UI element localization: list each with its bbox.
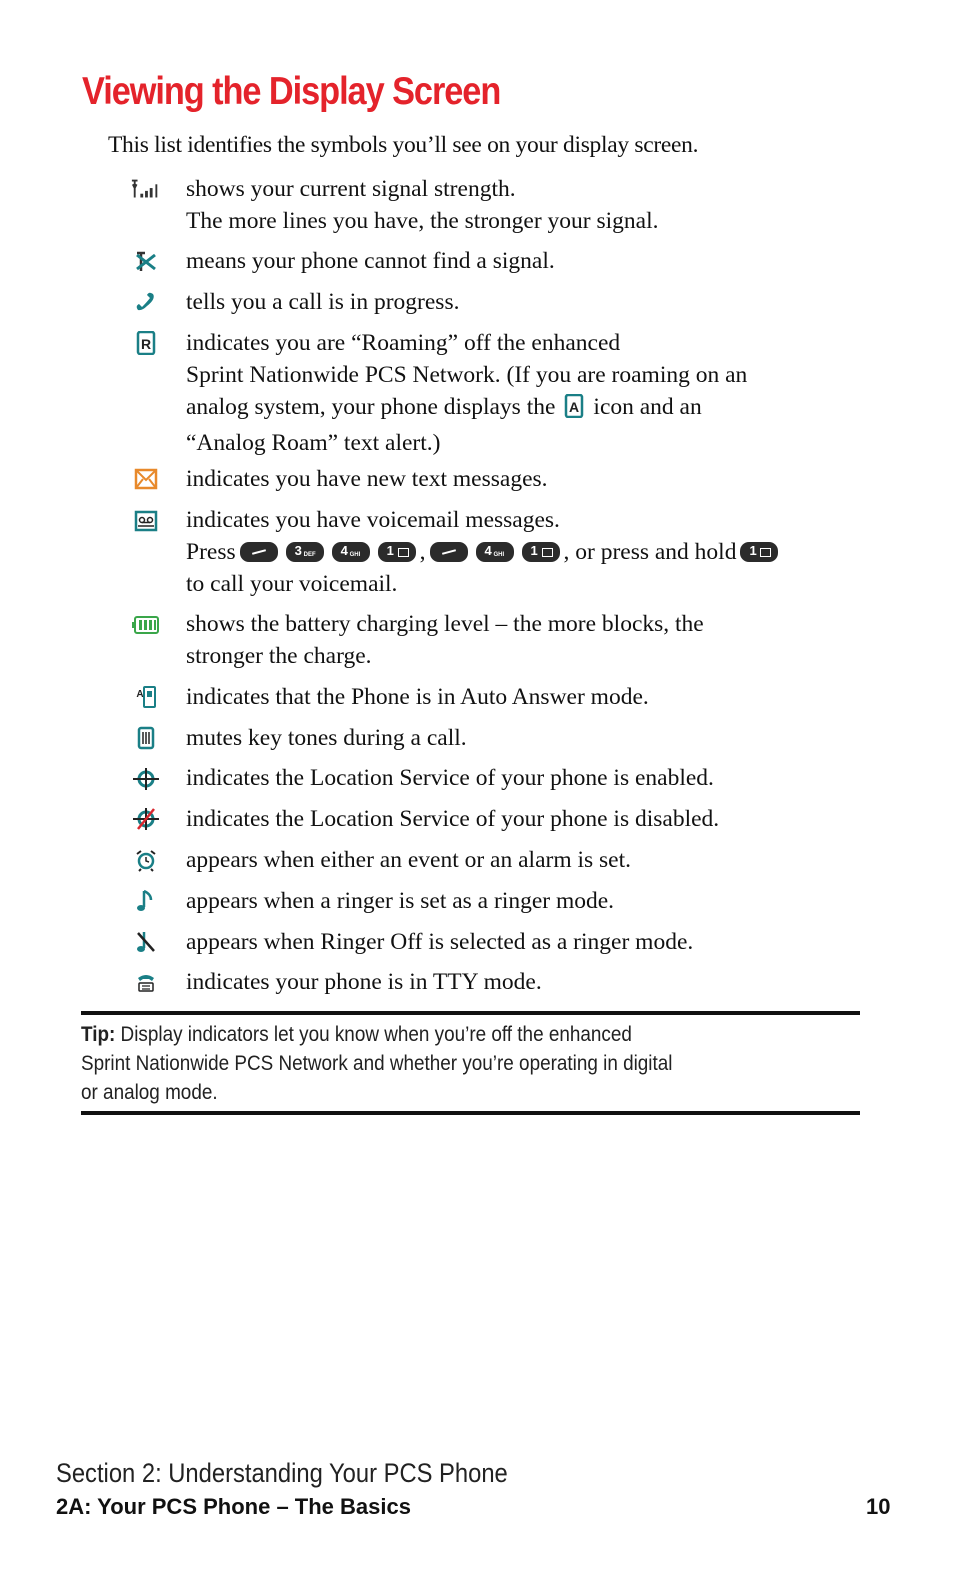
- voicemail-keys-line: [186, 536, 846, 568]
- menu-key-icon: [240, 542, 278, 562]
- roaming-icon: [130, 330, 162, 356]
- no-signal-icon: [130, 248, 162, 274]
- item-signal-strength: [186, 173, 846, 237]
- item-no-signal: [186, 245, 846, 277]
- footer-section-title: Section 2: Understanding Your PCS Phone: [56, 1458, 508, 1488]
- item-text: “Analog Roam” text alert.): [186, 430, 441, 456]
- page-title: Viewing the Display Screen: [82, 70, 501, 113]
- key-4-icon: 4 GHI: [332, 542, 370, 562]
- item-text: appears when either an event or an alarm is set.: [186, 847, 632, 873]
- alarm-icon: [130, 847, 162, 873]
- item-text: ,: [419, 539, 426, 565]
- menu-key-icon: [430, 542, 468, 562]
- svg-text:R: R: [140, 336, 152, 352]
- mute-key-tones-icon: [130, 725, 162, 751]
- tip-line: or analog mode.: [81, 1081, 218, 1104]
- key-1-icon: 1: [522, 542, 560, 562]
- item-voicemail: [186, 504, 846, 600]
- item-text: indicates you are “Roaming” off the enhanced: [186, 330, 621, 356]
- item-text: means your phone cannot find a signal.: [186, 248, 555, 274]
- svg-text:A: A: [136, 689, 144, 700]
- item-mute-key-tones: [186, 722, 846, 754]
- item-text: appears when Ringer Off is selected as a ringer mode.: [186, 929, 694, 955]
- item-text: analog system, your phone displays the: [186, 394, 556, 420]
- battery-icon: [130, 612, 162, 638]
- item-ringer: [186, 885, 846, 917]
- tip-box: [81, 1011, 860, 1115]
- item-text: shows your current signal strength.: [186, 176, 516, 202]
- location-off-icon: [130, 806, 162, 832]
- item-roaming: [186, 327, 846, 459]
- item-text: Sprint Nationwide PCS Network. (If you are roaming on an: [186, 362, 748, 388]
- key-1-icon: 1: [740, 542, 778, 562]
- item-text: indicates your phone is in TTY mode.: [186, 969, 542, 995]
- item-battery: [186, 608, 846, 672]
- text-message-icon: [130, 466, 162, 492]
- key-3-icon: 3 DEF: [286, 542, 324, 562]
- item-text: , or press and hold: [563, 539, 737, 565]
- key-4-icon: 4 GHI: [476, 542, 514, 562]
- ringer-off-icon: [130, 929, 162, 955]
- item-text: icon and an: [593, 394, 702, 420]
- key-1-icon: 1: [378, 542, 416, 562]
- tip-line: Sprint Nationwide PCS Network and whether you’re operating in digital: [81, 1052, 673, 1075]
- voicemail-icon: [130, 508, 162, 534]
- analog-roam-icon: [561, 394, 587, 427]
- page-number: 10: [866, 1494, 891, 1519]
- item-text-line: [186, 391, 846, 427]
- tip-text: [81, 1020, 672, 1107]
- tip-line: Display indicators let you know when you’re off the enhanced: [120, 1023, 632, 1046]
- intro-text: This list identifies the symbols you’ll see on your display screen.: [108, 132, 699, 158]
- item-text: mutes key tones during a call.: [186, 725, 467, 751]
- item-location-on: [186, 762, 846, 794]
- item-auto-answer: [186, 681, 846, 713]
- item-text: indicates the Location Service of your phone is enabled.: [186, 765, 714, 791]
- item-alarm: [186, 844, 846, 876]
- tty-icon: [130, 969, 162, 995]
- ringer-icon: [130, 888, 162, 914]
- signal-strength-icon: [130, 176, 162, 202]
- item-tty: [186, 966, 846, 998]
- call-in-progress-icon: [130, 289, 162, 315]
- item-text: shows the battery charging level – the more blocks, the: [186, 611, 704, 637]
- item-text: Press: [186, 539, 236, 565]
- item-text: indicates you have new text messages.: [186, 466, 548, 492]
- auto-answer-icon: [130, 684, 162, 710]
- item-text: to call your voicemail.: [186, 571, 398, 597]
- item-text: The more lines you have, the stronger your signal.: [186, 208, 659, 234]
- item-text: indicates that the Phone is in Auto Answer mode.: [186, 684, 649, 710]
- item-text: indicates the Location Service of your phone is disabled.: [186, 806, 720, 832]
- item-call-in-progress: [186, 286, 846, 318]
- svg-text:A: A: [569, 399, 580, 415]
- item-text: appears when a ringer is set as a ringer mode.: [186, 888, 615, 914]
- item-text: stronger the charge.: [186, 643, 372, 669]
- item-location-off: [186, 803, 846, 835]
- footer-subsection-title: 2A: Your PCS Phone – The Basics: [56, 1494, 411, 1519]
- tip-label: Tip:: [81, 1023, 116, 1046]
- item-text: indicates you have voicemail messages.: [186, 507, 560, 533]
- location-on-icon: [130, 766, 162, 792]
- item-text-messages: [186, 463, 846, 495]
- item-ringer-off: [186, 926, 846, 958]
- item-text: tells you a call is in progress.: [186, 289, 460, 315]
